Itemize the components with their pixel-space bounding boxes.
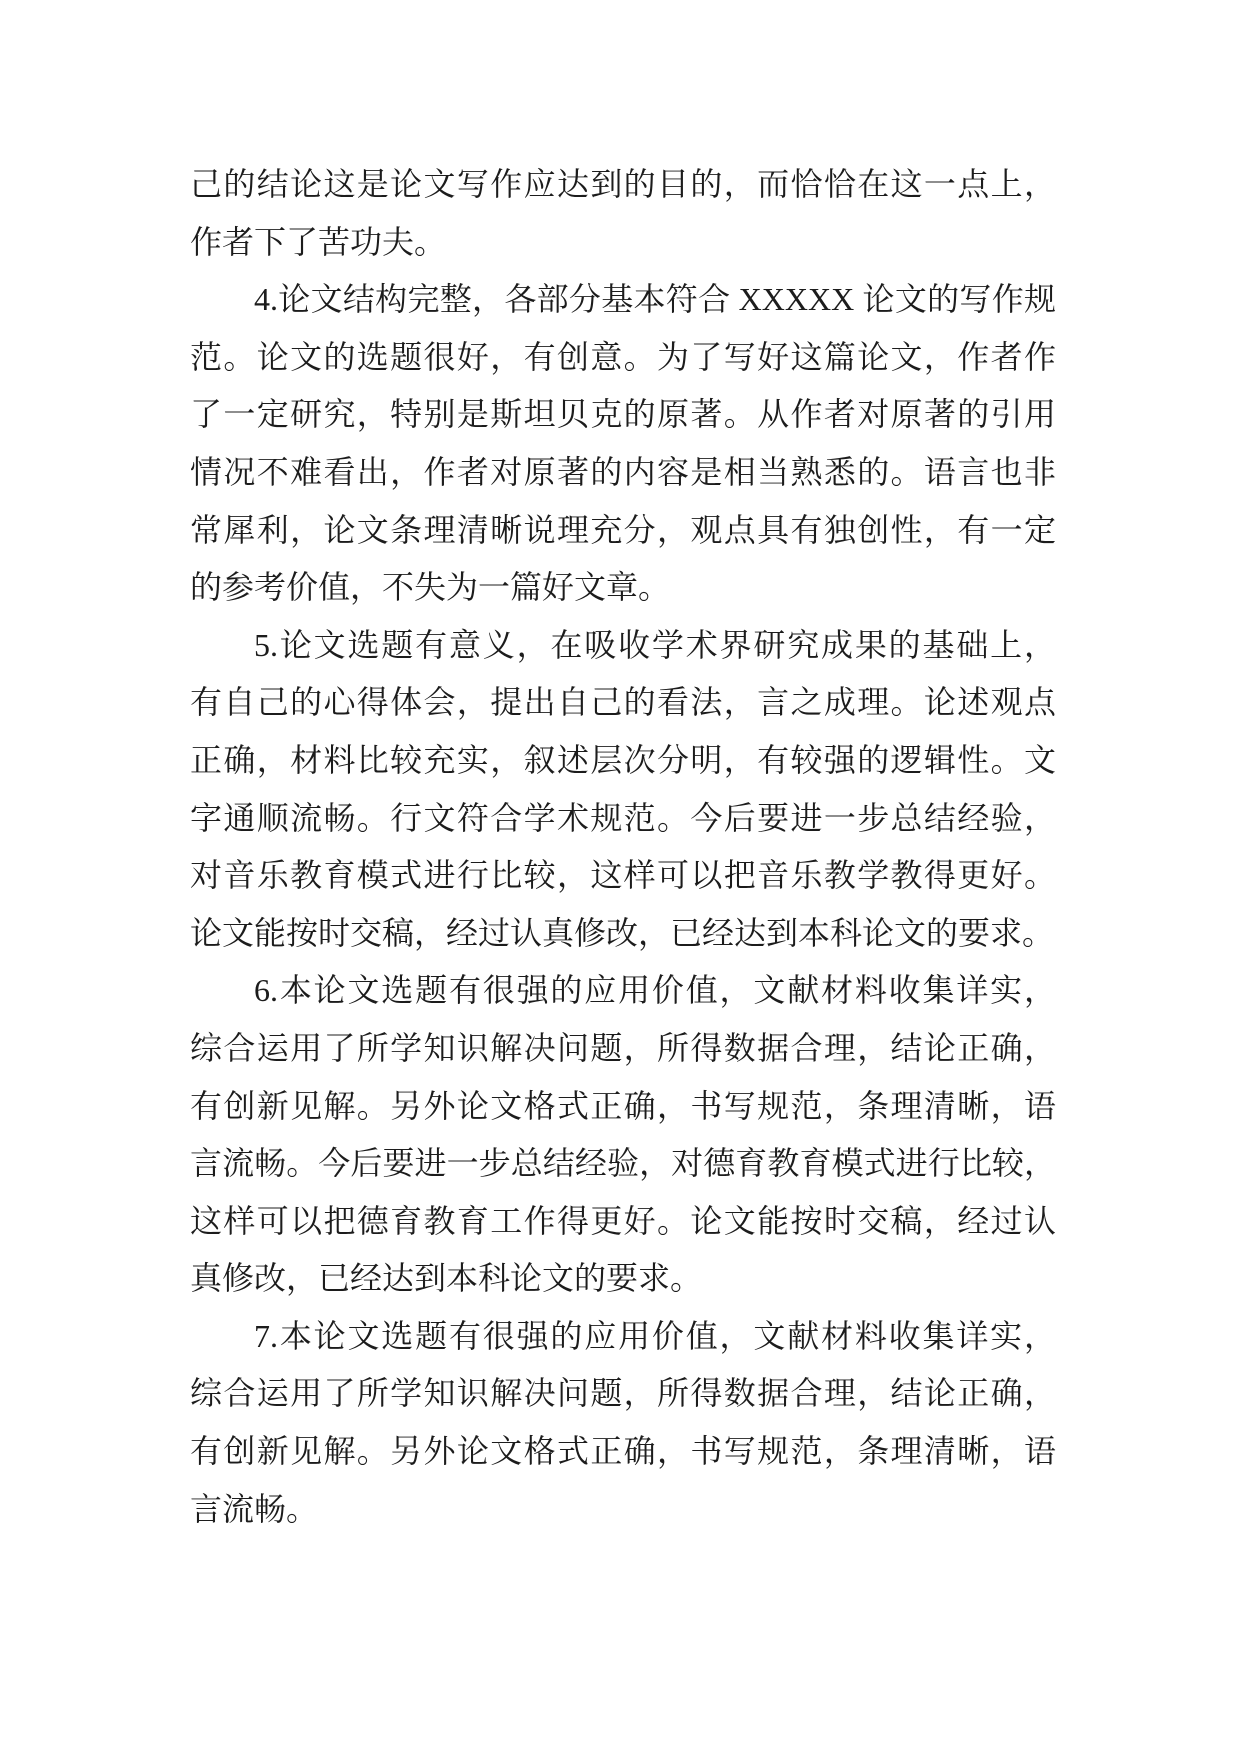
text-line: 7.本论文选题有很强的应用价值，文献材料收集详实， — [254, 1317, 1056, 1354]
text-line: 论文能按时交稿，经过认真修改，已经达到本科论文的要求。 — [190, 914, 1055, 951]
text-line: 对音乐教育模式进行比较，这样可以把音乐教学教得更好。 — [190, 857, 1056, 894]
text-line: 有创新见解。另外论文格式正确，书写规范，条理清晰，语 — [190, 1433, 1056, 1470]
text-line: 了一定研究，特别是斯坦贝克的原著。从作者对原著的引用 — [190, 396, 1056, 433]
text-line: 作者下了苦功夫。 — [190, 223, 447, 260]
paragraph-item-6 — [190, 962, 1056, 1308]
text-line: 5.论文选题有意义，在吸收学术界研究成果的基础上， — [254, 626, 1056, 663]
text-line: 真修改，已经达到本科论文的要求。 — [190, 1260, 703, 1297]
text-line: 情况不难看出，作者对原著的内容是相当熟悉的。语言也非 — [190, 453, 1056, 490]
paragraph-continued — [190, 156, 1056, 271]
text-line: 范。论文的选题很好，有创意。为了写好这篇论文，作者作 — [190, 338, 1056, 375]
text-line: 己的结论这是论文写作应达到的目的，而恰恰在这一点上， — [190, 166, 1056, 202]
text-line: 6.本论文选题有很强的应用价值，文献材料收集详实， — [254, 972, 1056, 1009]
paragraph-item-4 — [190, 271, 1056, 617]
text-line: 的参考价值，不失为一篇好文章。 — [190, 569, 671, 606]
text-line: 言流畅。 — [190, 1490, 319, 1527]
text-line: 有创新见解。另外论文格式正确，书写规范，条理清晰，语 — [190, 1087, 1056, 1124]
text-line: 字通顺流畅。行文符合学术规范。今后要进一步总结经验， — [190, 799, 1056, 836]
text-line: 4.论文结构完整，各部分基本符合 XXXXX 论文的写作规 — [254, 281, 1056, 318]
document-body — [190, 156, 1056, 1538]
text-line: 综合运用了所学知识解决问题，所得数据合理，结论正确， — [190, 1029, 1056, 1066]
paragraph-item-7 — [190, 1308, 1056, 1538]
text-line: 这样可以把德育教育工作得更好。论文能按时交稿，经过认 — [190, 1202, 1056, 1239]
paragraph-item-5 — [190, 617, 1056, 963]
text-line: 常犀利，论文条理清晰说理充分，观点具有独创性，有一定 — [190, 511, 1056, 548]
text-line: 综合运用了所学知识解决问题，所得数据合理，结论正确， — [190, 1375, 1056, 1412]
text-line: 言流畅。今后要进一步总结经验，对德育教育模式进行比较， — [190, 1145, 1056, 1182]
text-line: 有自己的心得体会，提出自己的看法，言之成理。论述观点 — [190, 684, 1056, 721]
text-line: 正确，材料比较充实，叙述层次分明，有较强的逻辑性。文 — [190, 741, 1056, 778]
